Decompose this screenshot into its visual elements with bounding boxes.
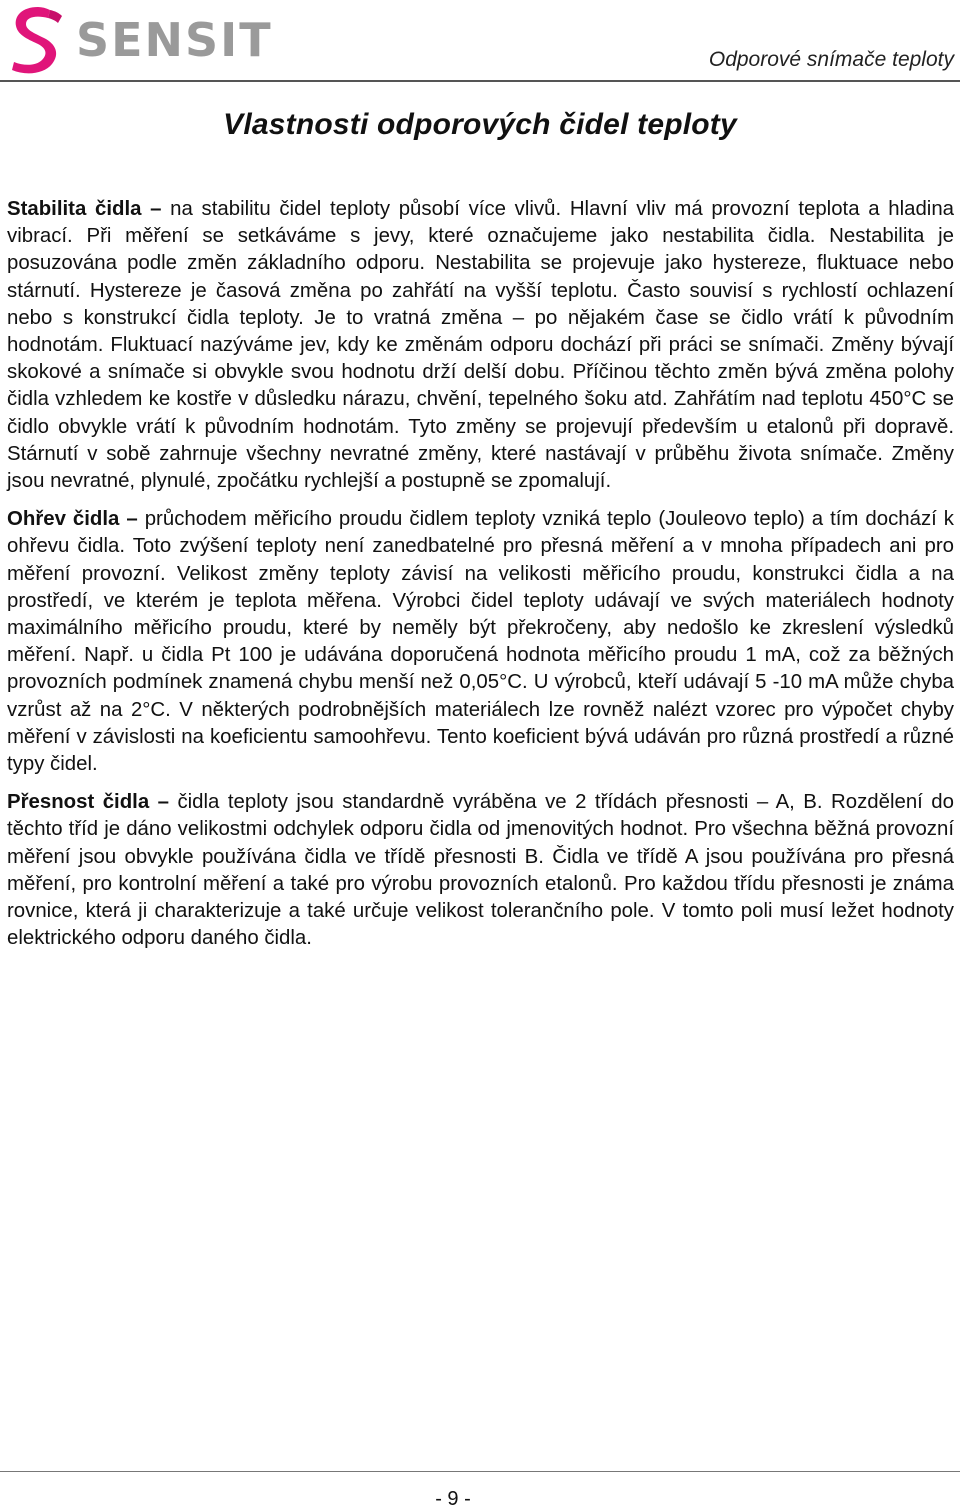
paragraph-term: Přesnost čidla [7,791,150,814]
paragraph-term: Stabilita čidla [7,198,142,220]
paragraph-stabilita [7,196,954,495]
term-dash: – [141,198,171,220]
paragraph-term: Ohřev čidla [7,508,120,531]
paragraph-text: na stabilitu čidel teploty působí více vlivů. Hlavní vliv má provozní teplota a hladina vibrací. Při měření se setkáváme s jevy, které označujeme jako nestabilita čidla. Nestabilita je posuzována podle změn základního odporu. Nestabilita se projevuje jako hystereze, fluktuace nebo stárnutí. Hystereze je časová změna po zahřátí na vyšší teplotu. Často souvisí s rychlostí ochlazení nebo s konstrukcí čidla teploty. Je to vratná změna – po nějakém čase se čidlo vrátí k původním hodnotám. Fluktuací nazýváme jev, kdy ke změnám odporu dochází při práci se snímači. Změny bývají skokové a snímače si obvykle svou hodnotu drží delší dobu. Příčinou těchto změn bývá změna polohy čidla vzhledem ke kostře v důsledku nárazu, chvění, tepelného šoku atd. Zahřátím nad teplotu 450°C se čidlo obvykle vrátí k původním hodnotám. Tyto změny se projevují především u etalonů při dopravě. Stárnutí v sobě zahrnuje všechny nevratné změny, které nastávají v průběhu života snímače. Změny jsou nevratné, plynulé, zpočátku rychlejší a postupně se zpomalují. [7,198,954,493]
document-body [7,196,954,963]
section-title: Odporové snímače teploty [708,48,954,71]
page-number: - 9 - [435,1488,471,1510]
term-dash: – [149,791,178,814]
paragraph-presnost [7,789,954,952]
paragraph-text: průchodem měřicího proudu čidlem teploty vzniká teplo (Jouleovo teplo) a tím dochází k ohřevu čidla. Toto zvýšení teploty není zanedbatelné pro přesná měření a v mnoha případech ani pro měření provozní. Velikost změny teploty závisí na velikosti měřicího proudu, konstrukci čidla a na prostředí, ve kterém je teplota měřena. Výrobci čidel teploty udávají ve svých materiálech hodnoty maximálního měřicího proudu, které by neměly být překročeny, aby nedošlo ke zkreslení výsledků měření. Např. u čidla Pt 100 je udávána doporučená hodnota měřicího proudu 1 mA, což za běžných provozních podmínek znamená chybu menší než 0,05°C. U výrobců, kteří udávají 5 -10 mA může chyba vzrůst až na 2°C. V některých podrobnějších materiálech lze rovněž nalézt vzorec pro výpočet chyby měření v závislosti na koeficientu samoohřevu. Tento koeficient bývá udáván pro různá prostředí a různé typy čidel. [7,508,954,776]
sensit-logo-icon [8,4,278,76]
logo-wordmark: SENSIT [76,13,273,67]
header-divider [0,80,960,82]
page-title: Vlastnosti odporových čidel teploty [223,108,737,141]
sensit-logo [8,4,278,76]
term-dash: – [119,508,145,531]
page-header [0,0,960,90]
paragraph-ohrev [7,506,954,778]
paragraph-text: čidla teploty jsou standardně vyráběna ve 2 třídách přesnosti – A, B. Rozdělení do těchto tříd je dáno velikostmi odchylek odporu čidla od jmenovitých hodnot. Pro všechna běžná provozní měření jsou obvykle používána čidla ve třídě přesnosti B. Čidla ve třídě A jsou používána pro přesná měření, pro kontrolní měření a také pro výrobu provozních etalonů. Pro každou třídu přesnosti je známa rovnice, která ji charakterizuje a také určuje velikost tolerančního pole. V tomto poli musí ležet hodnoty elektrického odporu daného čidla. [7,791,954,950]
footer-divider [0,1471,960,1472]
